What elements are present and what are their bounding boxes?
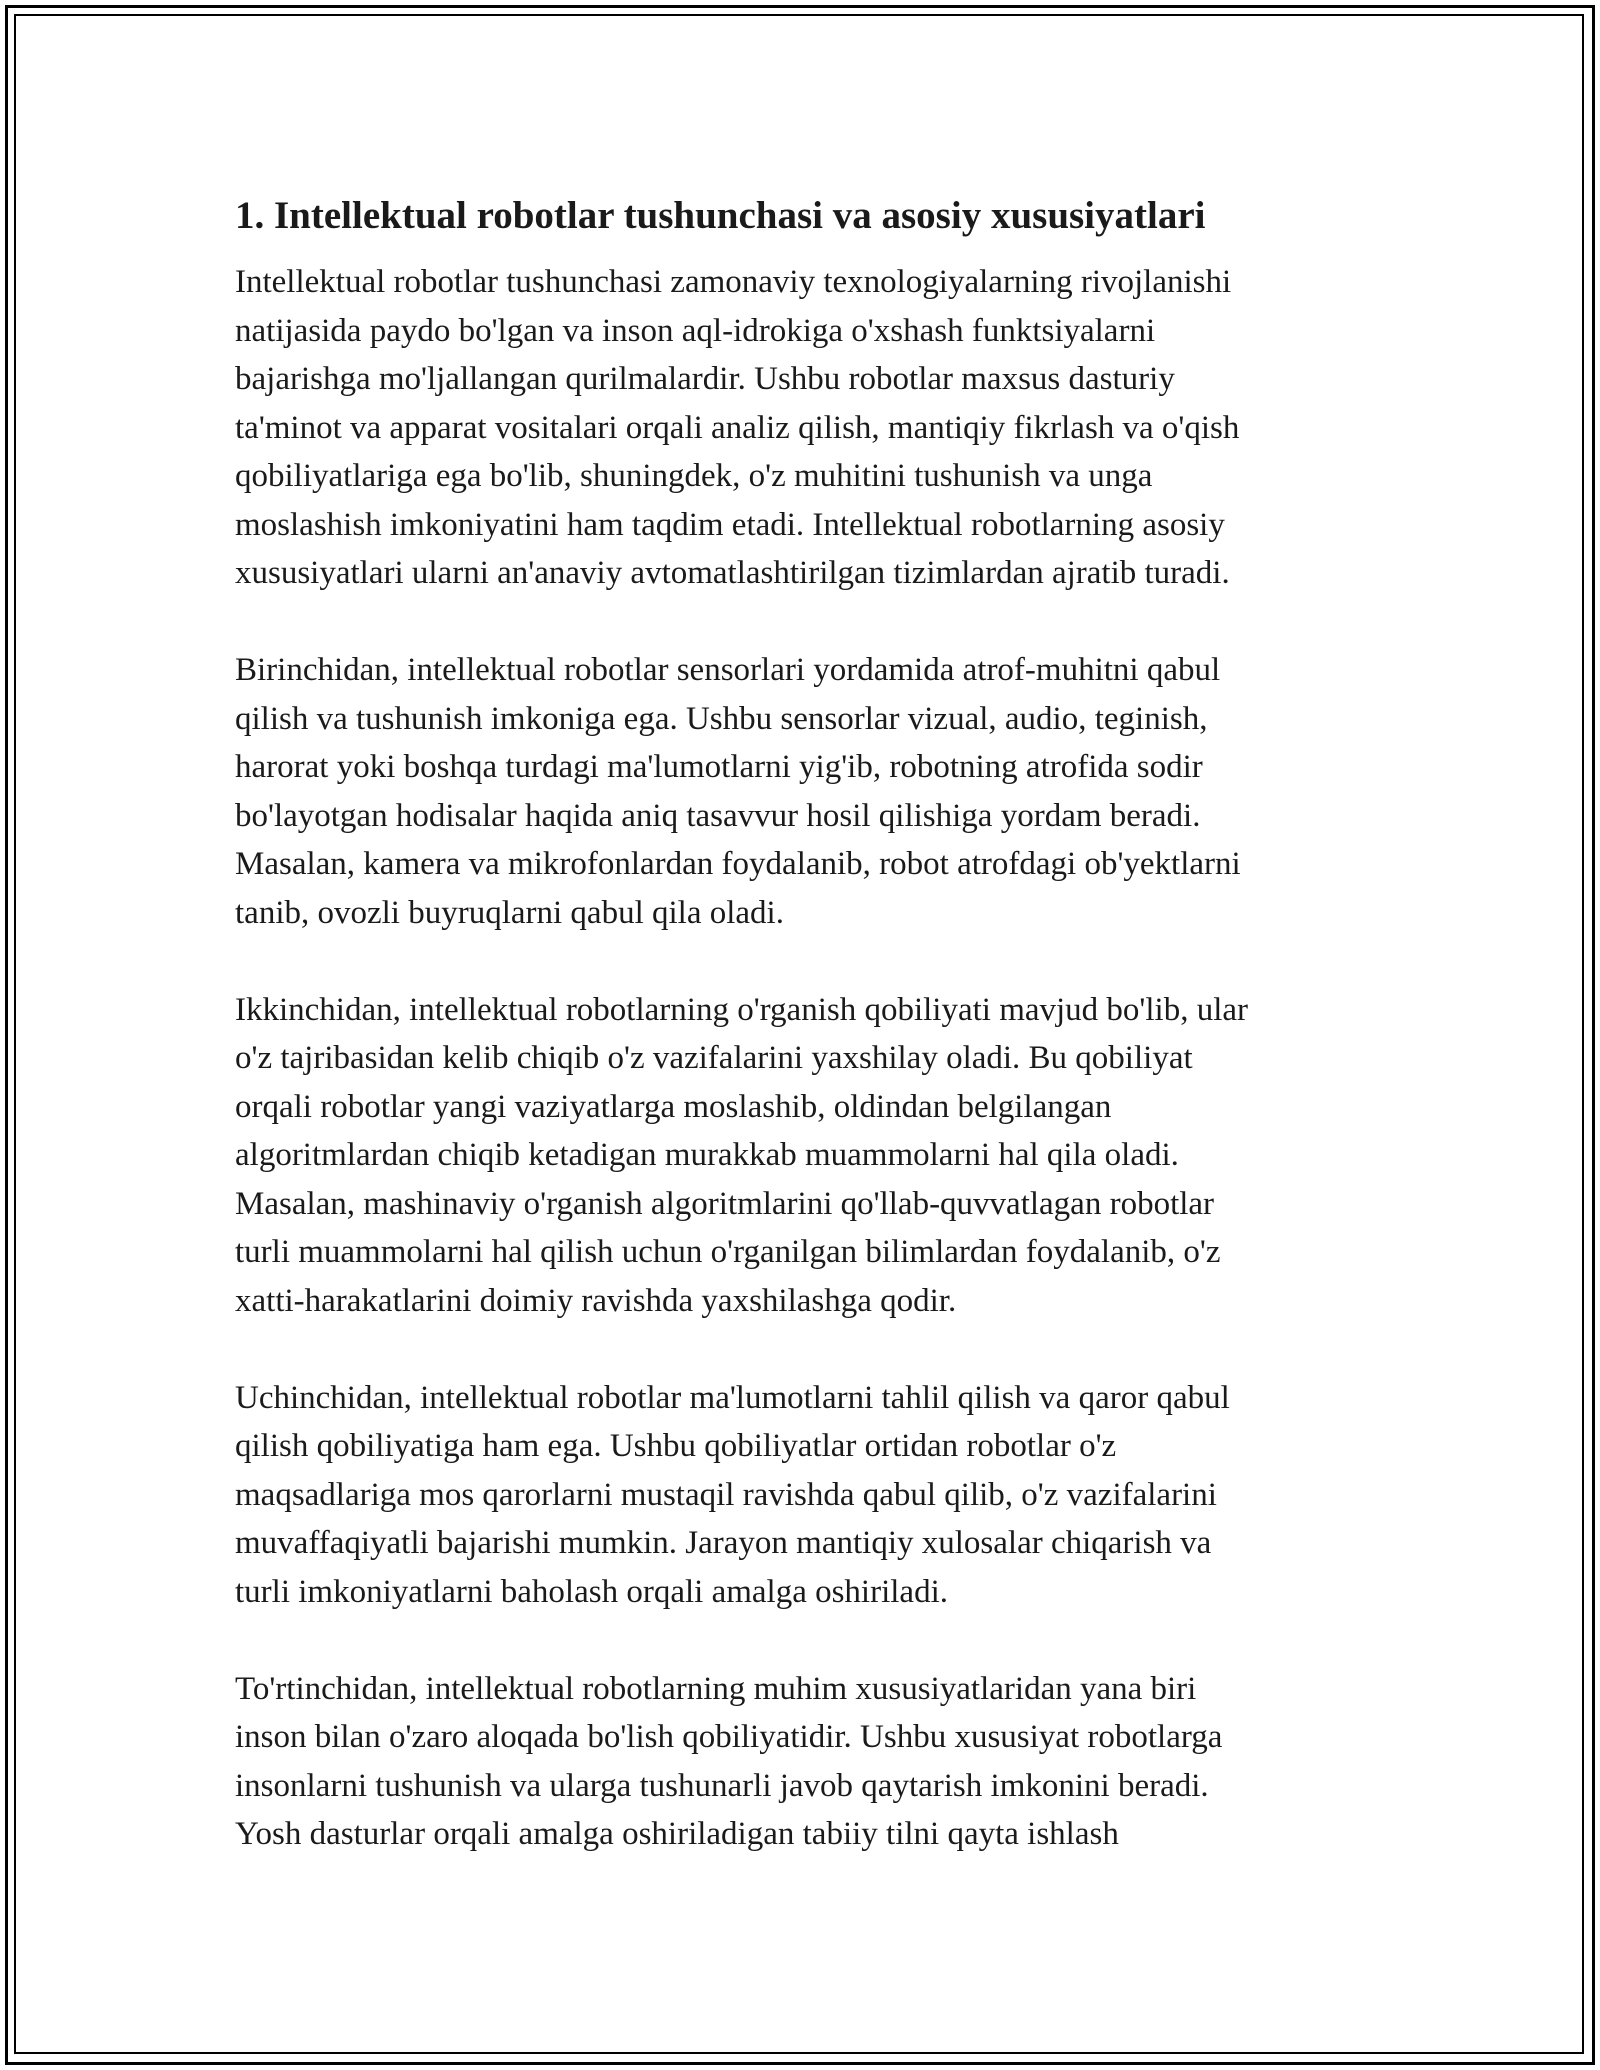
document-body <box>235 188 1365 1907</box>
paragraph <box>235 986 1365 1326</box>
paragraph-line: To'rtinchidan, intellektual robotlarning muhim xususiyatlaridan yana biri <box>235 1670 1197 1707</box>
paragraph-line: natijasida paydo bo'lgan va inson aql-idrokiga o'xshash funktsiyalarni <box>235 312 1156 349</box>
paragraph <box>235 1374 1365 1617</box>
paragraph-line: Intellektual robotlar tushunchasi zamonaviy texnologiyalarning rivojlanishi <box>235 264 1232 300</box>
paragraph-line: Uchinchidan, intellektual robotlar ma'lumotlarni tahlil qilish va qaror qabul <box>235 1379 1230 1416</box>
paragraph <box>235 646 1365 937</box>
paragraph-line: ta'minot va apparat vositalari orqali analiz qilish, mantiqiy fikrlash va o'qish <box>235 409 1240 446</box>
paragraph-line: qilish va tushunish imkoniga ega. Ushbu sensorlar vizual, audio, teginish, <box>235 700 1208 737</box>
paragraph-line: tanib, ovozli buyruqlarni qabul qila oladi. <box>235 894 784 931</box>
paragraph-line: muvaffaqiyatli bajarishi mumkin. Jarayon mantiqiy xulosalar chiqarish va <box>235 1525 1212 1561</box>
paragraph-line: algoritmlardan chiqib ketadigan murakkab muammolarni hal qila oladi. <box>235 1137 1179 1173</box>
section-heading: 1. Intellektual robotlar tushunchasi va asosiy xususiyatlari <box>235 194 1206 237</box>
paragraph-line: qilish qobiliyatiga ham ega. Ushbu qobiliyatlar ortidan robotlar o'z <box>235 1428 1117 1464</box>
paragraph-line: Yosh dasturlar orqali amalga oshiriladigan tabiiy tilni qayta ishlash <box>235 1816 1119 1852</box>
paragraph-line: xatti-harakatlarini doimiy ravishda yaxshilashga qodir. <box>235 1282 957 1319</box>
paragraph-line: maqsadlariga mos qarorlarni mustaqil ravishda qabul qilib, o'z vazifalarini <box>235 1476 1217 1513</box>
paragraph-list <box>235 258 1365 1859</box>
paragraph <box>235 258 1365 598</box>
paragraph-line: Ikkinchidan, intellektual robotlarning o'rganish qobiliyati mavjud bo'lib, ular <box>235 991 1249 1028</box>
paragraph-line: Birinchidan, intellektual robotlar sensorlari yordamida atrof-muhitni qabul <box>235 652 1221 688</box>
paragraph-line: bajarishga mo'ljallangan qurilmalardir. Ushbu robotlar maxsus dasturiy <box>235 361 1175 397</box>
paragraph-line: Masalan, kamera va mikrofonlardan foydalanib, robot atrofdagi ob'yektlarni <box>235 846 1241 882</box>
paragraph-line: insonlarni tushunish va ularga tushunarli javob qaytarish imkonini beradi. <box>235 1767 1209 1804</box>
paragraph-line: harorat yoki boshqa turdagi ma'lumotlarni yig'ib, robotning atrofida sodir <box>235 749 1203 785</box>
paragraph-line: moslashish imkoniyatini ham taqdim etadi. Intellektual robotlarning asosiy <box>235 506 1225 543</box>
paragraph-line: inson bilan o'zaro aloqada bo'lish qobiliyatidir. Ushbu xususiyat robotlarga <box>235 1719 1223 1755</box>
paragraph-line: Masalan, mashinaviy o'rganish algoritmlarini qo'llab-quvvatlagan robotlar <box>235 1185 1215 1222</box>
paragraph <box>235 1665 1365 1859</box>
paragraph-line: qobiliyatlariga ega bo'lib, shuningdek, o'z muhitini tushunish va unga <box>235 458 1153 494</box>
paragraph-line: turli muammolarni hal qilish uchun o'rganilgan bilimlardan foydalanib, o'z <box>235 1234 1221 1270</box>
paragraph-line: orqali robotlar yangi vaziyatlarga moslashib, oldindan belgilangan <box>235 1088 1112 1125</box>
paragraph-line: bo'layotgan hodisalar haqida aniq tasavvur hosil qilishiga yordam beradi. <box>235 797 1201 834</box>
paragraph-line: o'z tajribasidan kelib chiqib o'z vazifalarini yaxshilay oladi. Bu qobiliyat <box>235 1040 1193 1076</box>
paragraph-line: turli imkoniyatlarni baholash orqali amalga oshiriladi. <box>235 1573 948 1610</box>
paragraph-line: xususiyatlari ularni an'anaviy avtomatlashtirilgan tizimlardan ajratib turadi. <box>235 555 1230 591</box>
